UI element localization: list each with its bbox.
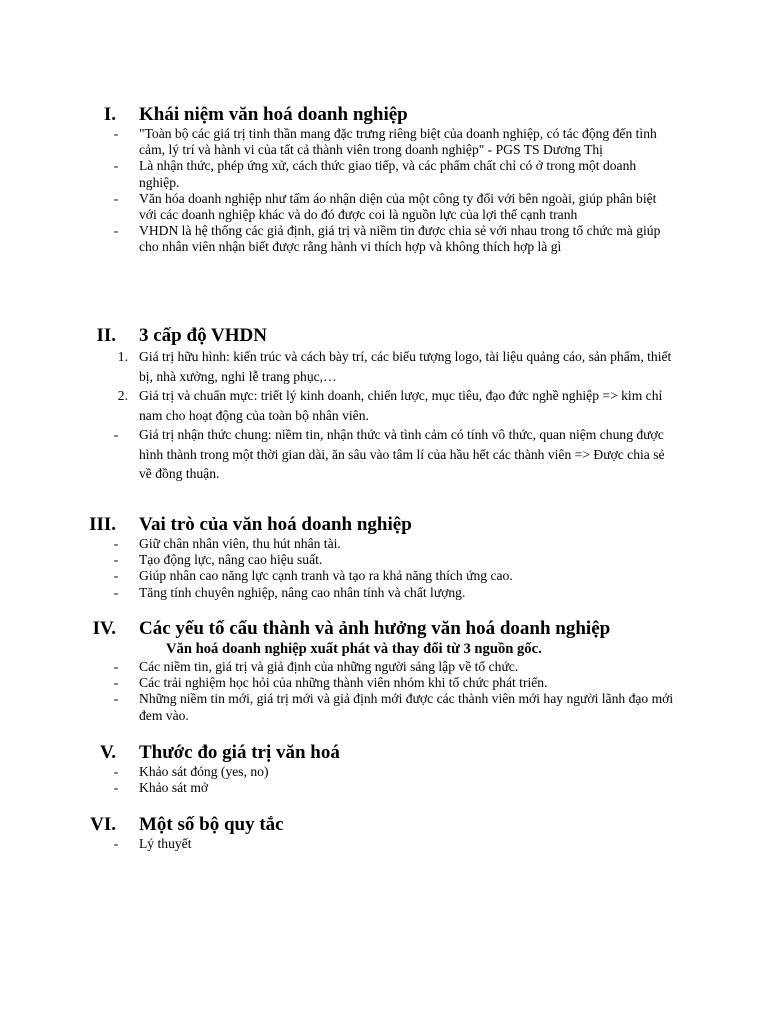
section-3 — [0, 514, 768, 601]
list-item — [0, 386, 674, 425]
list-marker: - — [113, 568, 119, 584]
section-number: IV. — [92, 618, 116, 639]
list-marker: - — [113, 675, 119, 691]
list-item-text: Giúp nhân cao năng lực cạnh tranh và tạo ra khả năng thích ứng cao. — [139, 568, 513, 584]
list-item-text: Khảo sát mở — [139, 780, 209, 796]
list-item-text: Tạo động lực, nâng cao hiệu suất. — [139, 552, 323, 568]
section-number: I. — [103, 104, 116, 125]
section-number: II. — [96, 325, 116, 346]
list-item — [0, 568, 674, 584]
list-marker: - — [113, 427, 119, 442]
list-item-text: Lý thuyết — [139, 836, 192, 851]
list-marker: - — [113, 764, 119, 779]
section-heading — [0, 618, 768, 640]
list-item-text: "Toàn bộ các giá trị tinh thần mang đặc trưng riêng biệt của doanh nghiệp, có tác động đến tình cảm, lý trí và hành vi của tất cả thành viên trong doanh nghiệp" - PGS TS Dương Thị — [139, 126, 657, 158]
section-title: Các yếu tố cấu thành và ảnh hưởng văn hoá doanh nghiệp — [139, 618, 611, 639]
section-title: Vai trò của văn hoá doanh nghiệp — [139, 514, 412, 535]
section-5 — [0, 742, 768, 796]
section-4 — [0, 618, 768, 724]
list-item-text: Các niềm tin, giá trị và giả định của những người sáng lập về tổ chức. — [139, 659, 519, 674]
list-marker: - — [113, 552, 119, 568]
section-heading — [0, 742, 768, 764]
list-item-text: Là nhận thức, phép ứng xử, cách thức giao tiếp, và các phẩm chất chỉ có ở trong một doanh nghiệp. — [139, 158, 637, 190]
list-marker: - — [113, 584, 119, 600]
list-marker: - — [113, 536, 119, 551]
list-item-text: Giá trị hữu hình: kiến trúc và cách bày trí, các biểu tượng logo, tài liệu quảng cáo, sản phẩm, thiết bị, nhà xưởng, nghi lễ trang phục,… — [139, 349, 672, 384]
list-item-text: VHDN là hệ thống các giả định, giá trị và niềm tin được chia sẻ với nhau trong tổ chức mà giúp cho nhân viên nhận biết được rằng hành vi thích hợp và không thích hợp là gì — [139, 223, 661, 255]
list-item — [0, 126, 674, 158]
list-item — [0, 659, 674, 675]
section-1 — [0, 104, 768, 256]
numbered-list — [0, 347, 768, 484]
list-item — [0, 191, 674, 223]
list-marker: - — [113, 836, 119, 851]
list-item — [0, 585, 674, 601]
section-title: Khái niệm văn hoá doanh nghiệp — [139, 104, 408, 125]
section-title: Một số bộ quy tắc — [139, 814, 284, 835]
list-item-text: Các trải nghiệm học hỏi của những thành viên nhóm khi tổ chức phát triển. — [139, 675, 548, 691]
list-marker: - — [113, 190, 119, 206]
list-marker: 1. — [117, 349, 128, 364]
list-item — [0, 347, 674, 386]
section-2 — [0, 325, 768, 484]
list-item — [0, 158, 674, 190]
list-marker: - — [113, 780, 119, 796]
subheading-row — [0, 640, 768, 659]
list-item-text: Giá trị và chuẩn mực: triết lý kinh doanh, chiến lược, mục tiêu, đạo đức nghề nghiệp => kim chỉ nam cho hoạt động của toàn bộ nhân viên. — [139, 388, 663, 423]
bullet-list — [0, 764, 768, 796]
list-item — [0, 536, 674, 552]
section-heading — [0, 325, 768, 347]
bullet-list — [0, 659, 768, 724]
list-item — [0, 780, 674, 796]
list-item-text: Văn hóa doanh nghiệp như tấm áo nhận diện của một công ty đối với bên ngoài, giúp phân biệt với các doanh nghiệp khác và do đó được coi là nguồn lực của lợi thế cạnh tranh — [139, 190, 657, 223]
list-marker: - — [113, 223, 119, 239]
list-item — [0, 425, 674, 484]
bullet-list — [0, 836, 768, 852]
list-item-text: Giá trị nhận thức chung: niềm tin, nhận thức và tình cảm có tính vô thức, quan niệm chung được hình thành trong một thời gian dài, ăn sâu vào tâm lí của hầu hết các thành viên => Được chia sẻ về đồng thuận. — [139, 427, 665, 481]
list-item — [0, 691, 674, 723]
list-marker: - — [113, 158, 119, 174]
list-marker: - — [113, 126, 119, 141]
bullet-list — [0, 126, 768, 256]
list-item — [0, 552, 674, 568]
list-marker: 2. — [117, 388, 128, 403]
section-6 — [0, 814, 768, 852]
list-item — [0, 223, 674, 255]
list-item-text: Tăng tính chuyên nghiệp, nâng cao nhân tính và chất lượng. — [139, 584, 466, 600]
list-marker: - — [113, 691, 119, 707]
list-item-text: Giữ chân nhân viên, thu hút nhân tài. — [139, 536, 341, 551]
list-item — [0, 764, 674, 780]
list-item — [0, 836, 674, 852]
list-marker: - — [113, 659, 119, 674]
section-heading — [0, 814, 768, 836]
section-title: 3 cấp độ VHDN — [139, 325, 267, 346]
list-item — [0, 675, 674, 691]
section-number: V. — [99, 742, 116, 763]
section-title: Thước đo giá trị văn hoá — [139, 742, 340, 763]
list-item-text: Khảo sát đóng (yes, no) — [139, 764, 269, 779]
section-number: III. — [89, 514, 116, 535]
section-subheading: Văn hoá doanh nghiệp xuất phát và thay đổi từ 3 nguồn gốc. — [166, 641, 542, 657]
bullet-list — [0, 536, 768, 601]
section-heading — [0, 514, 768, 536]
section-number: VI. — [90, 814, 116, 835]
section-heading — [0, 104, 768, 126]
list-item-text: Những niềm tin mới, giá trị mới và giả định mới được các thành viên mới hay người lãnh đạo mới đem vào. — [139, 691, 674, 723]
